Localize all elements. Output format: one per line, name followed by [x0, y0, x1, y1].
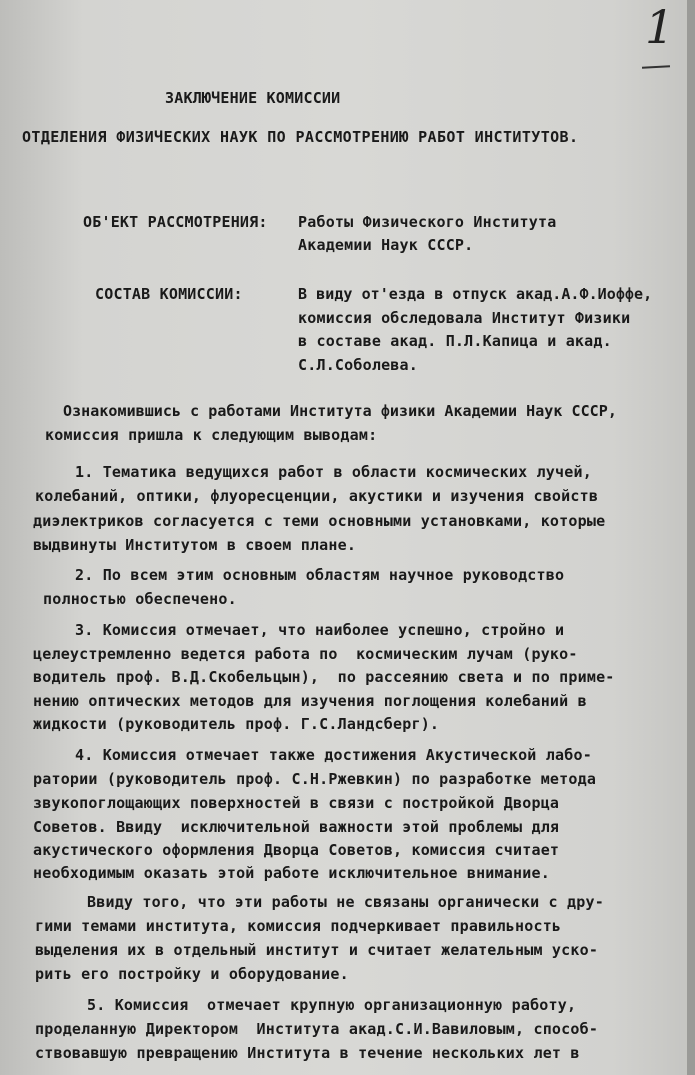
- object-line: Работы Физического Института: [298, 213, 557, 231]
- paragraph-line: Советов. Ввиду исключительной важности этой проблемы для: [33, 818, 560, 836]
- paragraph-line: 3. Комиссия отмечает, что наиболее успешно, стройно и: [75, 621, 565, 639]
- paragraph-line: 1. Тематика ведущихся работ в области космических лучей,: [75, 463, 592, 481]
- page-number-handwritten: 1: [645, 0, 675, 54]
- commission-label: СОСТАВ КОМИССИИ:: [95, 285, 243, 303]
- paragraph-line: водитель проф. В.Д.Скобельцын), по рассеянию света и по приме-: [33, 668, 615, 686]
- paragraph-line: необходимым оказать этой работе исключительное внимание.: [33, 864, 550, 882]
- document-subtitle: ОТДЕЛЕНИЯ ФИЗИЧЕСКИХ НАУК ПО РАССМОТРЕНИЮ РАБОТ ИНСТИТУТОВ.: [22, 128, 579, 146]
- paragraph-line: жидкости (руководитель проф. Г.С.Ландсберг).: [33, 715, 440, 733]
- commission-line: в составе акад. П.Л.Капица и акад.: [298, 332, 612, 350]
- paragraph-line: выдвинуты Институтом в своем плане.: [33, 536, 357, 554]
- paragraph-line: рить его постройку и оборудование.: [35, 965, 349, 983]
- document-title: ЗАКЛЮЧЕНИЕ КОМИССИИ: [165, 89, 341, 107]
- paragraph-line: нению оптических методов для изучения поглощения колебаний в: [33, 692, 587, 710]
- paragraph-line: ствовавшую превращению Института в течение нескольких лет в: [35, 1044, 580, 1062]
- paragraph-line: ратории (руководитель проф. С.Н.Ржевкин) по разработке метода: [33, 770, 597, 788]
- page-edge-shadow: [687, 0, 695, 1075]
- intro-line: Ознакомившись с работами Института физики Академии Наук СССР,: [63, 402, 617, 420]
- intro-line: комиссия пришла к следующим выводам:: [45, 426, 378, 444]
- paragraph-line: полностью обеспечено.: [43, 590, 237, 608]
- paragraph-line: 5. Комиссия отмечает крупную организационную работу,: [87, 996, 577, 1014]
- commission-line: комиссия обследовала Институт Физики: [298, 309, 631, 327]
- paragraph-line: 4. Комиссия отмечает также достижения Акустической лабо-: [75, 746, 592, 764]
- paragraph-line: диэлектриков согласуется с теми основными установками, которые: [33, 512, 606, 530]
- paragraph-line: акустического оформления Дворца Советов, комиссия считает: [33, 841, 560, 859]
- commission-line: С.Л.Соболева.: [298, 356, 418, 374]
- object-line: Академии Наук СССР.: [298, 236, 474, 254]
- paragraph-line: целеустремленно ведется работа по космическим лучам (руко-: [33, 645, 578, 663]
- paragraph-line: гими темами института, комиссия подчеркивает правильность: [35, 917, 562, 935]
- page-number-underline: [642, 65, 670, 68]
- paragraph-line: звукопоглощающих поверхностей в связи с постройкой Дворца: [33, 794, 560, 812]
- paragraph-line: колебаний, оптики, флуоресценции, акустики и изучения свойств: [35, 487, 599, 505]
- object-label: ОБ'ЕКТ РАССМОТРЕНИЯ:: [83, 213, 268, 231]
- paragraph-line: 2. По всем этим основным областям научное руководство: [75, 566, 565, 584]
- paragraph-line: Ввиду того, что эти работы не связаны органически с дру-: [87, 893, 604, 911]
- paragraph-line: проделанную Директором Института акад.С.И.Вавиловым, способ-: [35, 1020, 599, 1038]
- paragraph-line: выделения их в отдельный институт и считает желательным уско-: [35, 941, 599, 959]
- commission-line: В виду от'езда в отпуск акад.А.Ф.Иоффе,: [298, 285, 653, 303]
